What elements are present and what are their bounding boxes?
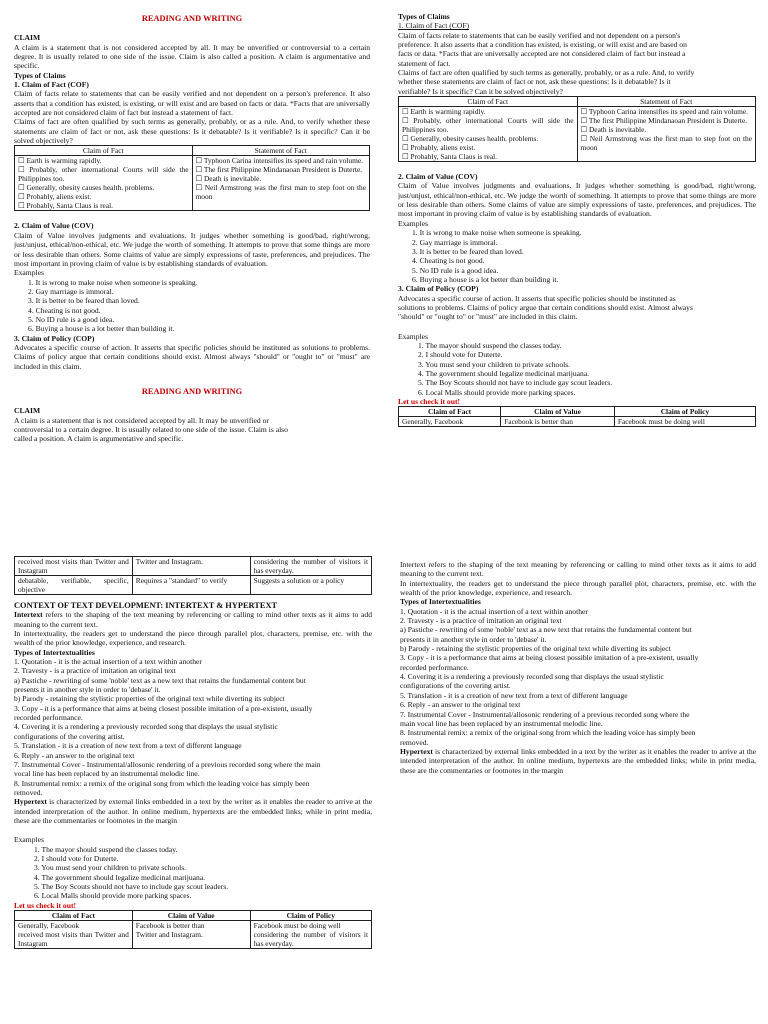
claim-heading: CLAIM — [14, 406, 41, 416]
check-table-continued — [14, 556, 372, 595]
list-item: 1. The mayor should suspend the classes today. — [34, 844, 178, 854]
check-table-header: Claim of Fact — [399, 407, 501, 417]
intertext-text: refers to the shaping of the text meaning by referencing or calling to mind other texts as it aims to add meaning to the current text. — [14, 610, 372, 629]
list-item: 6. Buying a house is a lot better than building it. — [28, 324, 175, 334]
intertext-text: refers to the shaping of the text meaning by referencing or calling to mind other texts as it aims to add meaning to the current text. — [400, 560, 756, 579]
intertext-definition — [400, 560, 756, 579]
page-title-repeat: READING AND WRITING — [141, 386, 243, 396]
list-item: 2. Travesty - is a practice of imitation an original text — [400, 616, 562, 626]
check-table-cell: debatable, verifiable, specific, objective — [15, 576, 133, 595]
examples-label: Examples — [398, 331, 428, 341]
fact-text: Claim of facts relate to statements that can be easily verified and not dependent on a person's preference. It also asserts that a condition has existed, is existing, or will exist and are based on facts or data. *Facts that are universally accepted are not considered claim of fact but instead a statement of fact. — [14, 89, 370, 118]
fact-table-cell: ☐ Earth is warming rapidly. — [18, 156, 102, 166]
list-item: a) Pastiche - rewriting of some 'noble' text as a new text that retains the fundamental content but presents it in another style in order to 'debase' it. — [400, 625, 692, 644]
list-item: 5. The Boy Scouts should not have to include gay scout leaders. — [418, 378, 613, 388]
fact-table-cell: ☐ Neil Armstrong was the first man to step foot on the moon — [580, 134, 752, 153]
list-item: 1. Quotation - it is the actual insertion of a text within another — [400, 606, 588, 616]
fact-text-2: Claims of fact are often qualified by such terms as generally, probably, or as a rule. And, to verify whether these statements are claim of fact or not, ask these questions: Is it debatable? Is it verifiable? Is it specific? Can it be solved objectively? — [14, 117, 370, 146]
fact-table-cell: ☐ Probably, aliens exist. — [18, 192, 92, 202]
list-item: 4. Cheating is not good. — [412, 256, 485, 266]
list-item: 4. Cheating is not good. — [28, 305, 101, 315]
list-item: 4. The government should legalize medicinal marijuana. — [34, 872, 206, 882]
list-item: 7. Instrumental Cover - Instrumental/allosonic rendering of a previous recorded song where the main vocal line has been replaced by an instrumental melodic line. — [14, 759, 321, 779]
hypertext-text: is characterized by external links embedded in a text by the writer as it enables the reader to arrive at the intended interpretation of the author. In online medium, hypertexts are the embedded links; while in print media, these are the commentaries or footnotes in the margin — [400, 746, 756, 775]
hypertext-text: is characterized by external links embedded in a text by the writer as it enables the reader to arrive at the intended interpretation of the author. In online medium, hypertexts are the embedded links; while in print media, these are the commentaries or footnotes in the margin — [14, 797, 372, 825]
page-title: READING AND WRITING — [141, 14, 243, 23]
list-item: 1. It is wrong to make noise when someone is speaking. — [28, 277, 198, 287]
intertext-types — [14, 657, 322, 797]
list-item: 7. Instrumental Cover - Instrumental/allosonic rendering of a previous recorded song where the main vocal line has been replaced by an instrumental melodic line. — [400, 709, 690, 728]
check-table-cell: Twitter and Instagram. — [132, 557, 250, 576]
list-item: 6. Local Malls should provide more parking spaces. — [418, 387, 576, 397]
fact-table-cell: ☐ Earth is warming rapidly. — [402, 107, 486, 117]
value-heading: 2. Claim of Value (COV) — [14, 221, 94, 231]
types-heading: Types of Claims — [398, 12, 450, 21]
list-item: 3. It is better to be feared than loved. — [412, 246, 524, 256]
list-item: 4. Covering it is a rendering a previously recorded song that displays the usual stylistic configurations of the covering artist. — [400, 672, 664, 691]
fact-heading: 1. Claim of Fact (COF) — [14, 80, 89, 90]
intertext-term: Intertext — [14, 610, 43, 620]
fact-table-cell: ☐ Generally, obesity causes health. problems. — [402, 134, 539, 144]
check-table — [14, 910, 372, 949]
check-table-cell-line: Twitter and Instagram. — [135, 930, 203, 939]
page-bottom-left — [14, 556, 372, 1024]
value-examples — [398, 228, 756, 284]
hypertext-definition — [400, 747, 756, 775]
claim-heading: CLAIM — [14, 33, 41, 43]
list-item: a) Pastiche - rewriting of some 'noble' text as a new text that retains the fundamental content but presents it in another style in order to 'debase' it. — [14, 675, 306, 695]
check-table — [398, 406, 756, 427]
list-item: 8. Instrumental remix: a remix of the original song from which the leading voice has simply been removed. — [14, 778, 310, 797]
check-table-header: Claim of Policy — [250, 911, 371, 921]
list-item: 3. Copy - it is a performance that aims at being closest possible imitation of a pre-existent, usually recorded performance. — [400, 653, 699, 672]
check-table-header: Claim of Value — [501, 407, 615, 417]
list-item: 3. It is better to be feared than loved. — [28, 296, 140, 306]
value-text: Claim of Value involves judgments and evaluations. It judges whether something is good/bad, right/wrong, just/unjust, ethical/non-ethical, etc. We judge the worth of something. It attempts to prove that some things are more or less desirable than others. Some claims of value are simply expressions of taste, preferences, and prejudices. The most important in proving claim of value is by establishing standards of evaluation. — [14, 230, 370, 268]
check-table-cell: considering the number of visitors it has everyday. — [250, 557, 371, 576]
check-label: Let us check it out! — [398, 397, 461, 406]
hypertext-term: Hypertext — [14, 797, 47, 807]
list-item: 1. It is wrong to make noise when someone is speaking. — [412, 228, 582, 238]
list-item: 2. Gay marriage is immoral. — [412, 237, 498, 247]
list-item: 8. Instrumental remix: a remix of the original song from which the leading voice has simply been removed. — [400, 728, 696, 747]
check-label: Let us check it out! — [14, 900, 77, 910]
list-item: 5. The Boy Scouts should not have to include gay scout leaders. — [34, 881, 229, 891]
fact-table-cell: ☐ Probably, other international Courts will side the Philippines too. — [18, 165, 189, 184]
check-table-cell: Suggests a solution or a policy — [250, 576, 371, 595]
check-table-header: Claim of Fact — [15, 911, 133, 921]
check-table-cell — [15, 921, 133, 949]
value-heading: 2. Claim of Value (COV) — [398, 172, 478, 182]
list-item: 6. Reply - an answer to the original text — [400, 700, 521, 710]
check-table-cell — [250, 921, 371, 949]
claim-definition: A claim is a statement that is not considered accepted by all. It may be unverified or controversial to a certain degree. It is usually related to one side of the issue. Claim is also called a position. A claim is argumentative and specific. — [14, 415, 288, 444]
check-table-cell-line: Facebook is better than — [135, 921, 205, 930]
list-item: 5. Translation - it is a creation of new text from a text of different language — [400, 690, 628, 700]
fact-table-cell: ☐ Death is inevitable. — [580, 125, 647, 135]
list-item: 2. Travesty - is a practice of imitation an original text — [14, 666, 176, 676]
list-item: 2. Gay marriage is immoral. — [28, 286, 114, 296]
check-table-header: Claim of Value — [132, 911, 250, 921]
check-table-header: Claim of Policy — [614, 407, 755, 417]
check-table-cell — [132, 921, 250, 949]
fact-table-cell: ☐ Typhoon Carina intensifies its speed and rain volume. — [195, 156, 364, 166]
fact-table-header: Claim of Fact — [15, 146, 193, 156]
intertext-types — [400, 607, 706, 747]
fact-table-cell: ☐ Death is inevitable. — [195, 174, 262, 184]
check-table-cell-line: Generally, Facebook — [18, 921, 80, 930]
policy-text: Advocates a specific course of action. It asserts that specific policies should be instituted as solutions to problems. Claims of policy argue that certain conditions should exist. Almost always "should" or "ought to" or "must" are included in this claim. — [398, 293, 693, 322]
list-item: 3. You must send your children to private schools. — [418, 359, 571, 369]
types-intertextualities-heading: Types of Intertextualities — [400, 597, 481, 607]
check-table-cell: Generally, Facebook — [399, 417, 501, 427]
list-item: 4. Covering it is a rendering a previously recorded song that displays the usual stylistic configurations of the covering artist. — [14, 722, 278, 741]
policy-text: Advocates a specific course of action. It asserts that specific policies should be instituted as solutions to problems. Claims of policy argue that certain conditions should exist. Almost always "should" or "ought to" or "must" are included in this claim. — [14, 342, 370, 371]
examples-label: Examples — [14, 835, 44, 845]
policy-heading: 3. Claim of Policy (COP) — [14, 333, 95, 343]
page-top-left — [14, 12, 370, 550]
fact-table — [398, 96, 756, 162]
policy-heading: 3. Claim of Policy (COP) — [398, 284, 479, 294]
intertextuality-text: In intertextuality, the readers get to understand the piece through parallel plot, characters, premise, etc. with the wealth of the prior knowledge, experience, and research. — [400, 578, 756, 598]
fact-table-cell: ☐ Probably, Santa Claus is real. — [18, 201, 114, 211]
list-item: b) Parody - retaining the stylistic properties of the original text while diverting its subject — [400, 644, 671, 654]
list-item: 5. No ID rule is a good idea. — [412, 265, 499, 275]
fact-table-header: Claim of Fact — [399, 97, 578, 107]
list-item: 2. I should vote for Duterte. — [34, 853, 119, 863]
fact-table-header: Statement of Fact — [192, 146, 370, 156]
list-item: 3. You must send your children to private schools. — [34, 863, 187, 873]
page-bottom-right — [400, 556, 756, 1024]
fact-table-cell: ☐ The first Philippine Mindanaoan President is Duterte. — [195, 165, 363, 175]
list-item: 6. Buying a house is a lot better than building it. — [412, 274, 559, 284]
list-item: 5. No ID rule is a good idea. — [28, 314, 115, 324]
list-item: 4. The government should legalize medicinal marijuana. — [418, 368, 590, 378]
claim-definition: A claim is a statement that is not considered accepted by all. It may be unverified or controversial to a certain degree. It is usually related to one side of the issue. Claim is also called a position. A claim is argumentative and specific. — [14, 42, 370, 71]
list-item: b) Parody - retaining the stylistic properties of the original text while diverting its subject — [14, 694, 285, 704]
fact-table-cell: ☐ The first Philippine Mindanaoan President is Duterte. — [580, 116, 748, 126]
check-table-cell: Requires a "standard" to verify — [132, 576, 250, 595]
types-intertextualities-heading: Types of Intertextualities — [14, 647, 95, 657]
list-item: 2. I should vote for Duterte. — [418, 350, 503, 360]
examples-label: Examples — [14, 268, 44, 278]
list-item: 3. Copy - it is a performance that aims at being closest possible imitation of a pre-existent, usually recorded performance. — [14, 703, 313, 723]
fact-text: Claim of facts relate to statements that can be easily verified and not dependent on a person's preference. It also asserts that a condition has existed, is existing, or will exist and are based on facts or data. *Facts that are universally accepted are not considered claim of fact but instead a statement of fact. — [398, 30, 687, 68]
intertext-term: Intertext — [400, 560, 426, 569]
hypertext-definition — [14, 797, 372, 825]
intertextuality-text: In intertextuality, the readers get to understand the piece through parallel plot, characters, premise, etc. with the wealth of the prior knowledge, experience, and research. — [14, 629, 372, 648]
check-table-cell-line: considering the number of visitors it has everyday. — [253, 930, 368, 948]
fact-text-2: Claims of fact are often qualified by such terms as generally, probably, or as a rule. And, to verify whether these statements are claim of fact or not, ask these questions: Is it debatable? Is it verifiable? Is it specific? Can it be solved objectively? — [398, 68, 695, 96]
fact-table-cell: ☐ Generally, obesity causes health. problems. — [18, 183, 155, 193]
check-table-cell-line: Facebook must be doing well — [253, 921, 341, 930]
list-item: 1. The mayor should suspend the classes today. — [418, 340, 562, 350]
value-examples — [14, 278, 370, 334]
intertext-definition — [14, 610, 372, 629]
check-table-cell: Facebook must be doing well — [614, 417, 755, 427]
check-table-cell-line: received most visits than Twitter and Instagram — [18, 930, 129, 948]
examples-label: Examples — [398, 218, 428, 228]
fact-table-cell: ☐ Neil Armstrong was the first man to step foot on the moon — [195, 183, 366, 202]
types-heading: Types of Claims — [14, 70, 66, 80]
list-item: 6. Local Malls should provide more parking spaces. — [34, 891, 192, 901]
list-item: 1. Quotation - it is the actual insertion of a text within another — [14, 657, 202, 667]
fact-table-cell: ☐ Probably, aliens exist. — [402, 143, 476, 153]
context-heading: CONTEXT OF TEXT DEVELOPMENT: INTERTEXT & HYPERTEXT — [14, 601, 278, 610]
fact-table-cell: ☐ Probably, Santa Claus is real. — [402, 152, 498, 162]
check-table-cell: Facebook is better than — [501, 417, 615, 427]
policy-examples — [398, 341, 756, 397]
list-item: 6. Reply - an answer to the original text — [14, 750, 135, 760]
fact-table-cell: ☐ Probably, other international Courts will side the Philippines too. — [402, 116, 574, 135]
fact-table-header: Statement of Fact — [577, 97, 756, 107]
fact-heading: 1. Claim of Fact (COF) — [398, 21, 470, 31]
check-table-cell: received most visits than Twitter and Instagram — [15, 557, 133, 576]
policy-examples — [14, 845, 372, 901]
hypertext-term: Hypertext — [400, 746, 433, 756]
fact-table-cell: ☐ Typhoon Carina intensifies its speed and rain volume. — [580, 107, 749, 117]
value-text: Claim of Value involves judgments and evaluations. It judges whether something is good/bad, right/wrong, just/unjust, ethical/non-ethical, etc. We judge the worth of something. It attempts to prove that some things are more or less desirable than others. Some claims of value are simply expressions of taste, preferences, and prejudices. The most important in proving claim of value is by establishing standards of evaluation. — [398, 181, 756, 219]
fact-table — [14, 145, 370, 211]
list-item: 5. Translation - it is a creation of new text from a text of different language — [14, 741, 242, 751]
page-top-right — [398, 12, 756, 550]
